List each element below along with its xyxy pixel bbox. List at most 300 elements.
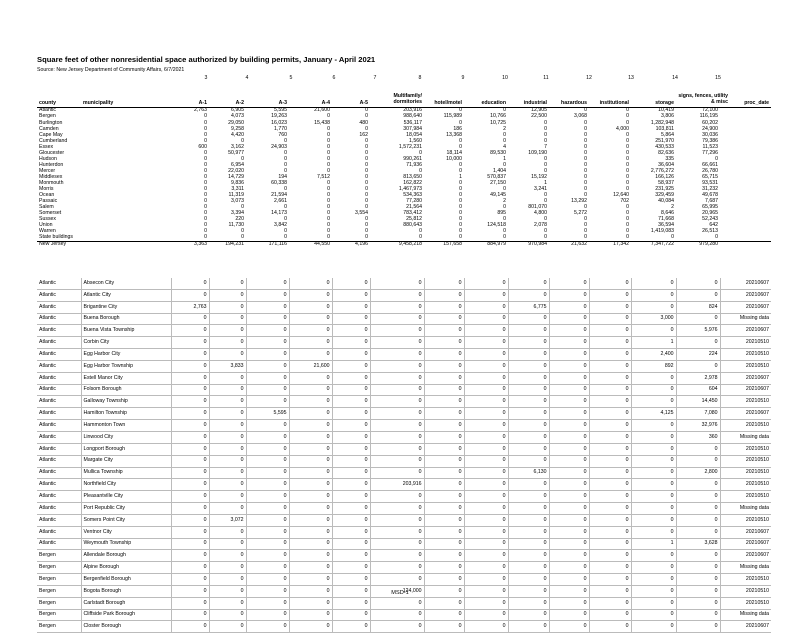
summary-value-cell: 15,438 <box>314 119 330 126</box>
value-cell: 0 <box>332 443 370 455</box>
summary-value-cell: 71,668 <box>658 216 674 223</box>
value-cell: 124,000 <box>370 585 424 597</box>
value-cell: 0 <box>171 562 209 574</box>
county-name: Burlington <box>39 119 63 126</box>
proc-date-cell: 20210607 <box>720 325 771 337</box>
value-cell: 0 <box>549 360 589 372</box>
value-cell: 2,800 <box>676 467 720 479</box>
value-cell: 0 <box>171 360 209 372</box>
value-cell: 0 <box>246 526 289 538</box>
value-cell: 0 <box>589 349 631 361</box>
summary-value-cell: 1,467,973 <box>398 186 422 193</box>
table-row <box>37 431 771 443</box>
summary-value-cell: 0 <box>459 192 462 199</box>
value-cell: 0 <box>464 574 508 586</box>
municipality-cell: Cliffside Park Borough <box>81 609 171 621</box>
value-cell: 0 <box>424 408 464 420</box>
value-cell: 0 <box>171 420 209 432</box>
value-cell: 0 <box>464 278 508 289</box>
summary-value-cell: 329,459 <box>655 192 674 199</box>
column-number: 11 <box>543 75 549 81</box>
value-cell: 3,000 <box>631 313 676 325</box>
value-cell: 0 <box>171 585 209 597</box>
value-cell: 0 <box>424 491 464 503</box>
summary-value-cell: 0 <box>544 167 547 174</box>
value-cell: 0 <box>464 360 508 372</box>
summary-value-cell: 3,241 <box>534 186 547 193</box>
value-cell: 0 <box>589 431 631 443</box>
value-cell: 0 <box>209 372 246 384</box>
summary-value-cell: 0 <box>584 143 587 150</box>
summary-value-cell: 0 <box>503 107 506 114</box>
value-cell: 0 <box>589 597 631 609</box>
value-cell: 0 <box>508 420 549 432</box>
value-cell: 0 <box>370 514 424 526</box>
summary-value-cell: 0 <box>204 119 207 126</box>
value-cell: 0 <box>246 455 289 467</box>
value-cell: 0 <box>209 621 246 633</box>
summary-value-cell: 93,531 <box>702 179 718 186</box>
summary-value-cell: 0 <box>459 167 462 174</box>
summary-value-cell: 49,145 <box>490 192 506 199</box>
value-cell: 0 <box>676 514 720 526</box>
value-cell: 0 <box>549 396 589 408</box>
summary-value-cell: 0 <box>459 234 462 241</box>
summary-value-cell: 0 <box>365 234 368 241</box>
value-cell: 0 <box>171 514 209 526</box>
column-number: 6 <box>332 75 336 81</box>
summary-value-cell: 0 <box>365 161 368 168</box>
summary-value-cell: 0 <box>327 234 330 241</box>
summary-value-cell: 0 <box>365 228 368 235</box>
county-cell: Bergen <box>37 585 81 597</box>
value-cell: 0 <box>289 337 332 349</box>
value-cell: 0 <box>589 289 631 301</box>
value-cell: 0 <box>246 503 289 515</box>
summary-value-cell: 0 <box>365 179 368 186</box>
municipality-cell: Closter Borough <box>81 621 171 633</box>
value-cell: 0 <box>589 325 631 337</box>
summary-value-cell: 4,000 <box>616 125 629 132</box>
proc-date-cell: Missing data <box>720 562 771 574</box>
summary-value-cell: 166,126 <box>655 173 674 180</box>
county-cell: Bergen <box>37 574 81 586</box>
summary-value-cell: 0 <box>626 167 629 174</box>
value-cell: 0 <box>464 562 508 574</box>
value-cell: 0 <box>508 384 549 396</box>
summary-value-cell: 0 <box>284 167 287 174</box>
proc-date-cell: 20210607 <box>720 384 771 396</box>
county-name: Hunterdon <box>39 161 64 168</box>
value-cell: 0 <box>289 420 332 432</box>
value-cell: 0 <box>549 289 589 301</box>
value-cell: 0 <box>549 455 589 467</box>
value-cell: 0 <box>289 538 332 550</box>
value-cell: 0 <box>631 431 676 443</box>
summary-value-cell: 220 <box>235 216 244 223</box>
summary-value-cell: 0 <box>365 137 368 144</box>
summary-value-cell: 0 <box>204 192 207 199</box>
summary-value-cell: 0 <box>204 204 207 211</box>
value-cell: 0 <box>370 372 424 384</box>
value-cell: 0 <box>424 349 464 361</box>
municipality-cell: Allendale Borough <box>81 550 171 562</box>
value-cell: 0 <box>332 467 370 479</box>
value-cell: 0 <box>370 289 424 301</box>
summary-value-cell: 36,604 <box>658 161 674 168</box>
value-cell: 0 <box>508 372 549 384</box>
proc-date-cell: 20210607 <box>720 408 771 420</box>
value-cell: 0 <box>332 337 370 349</box>
value-cell: 0 <box>209 597 246 609</box>
value-cell: 0 <box>464 420 508 432</box>
proc-date-cell: 20210510 <box>720 443 771 455</box>
value-cell: 0 <box>171 289 209 301</box>
summary-value-cell: 0 <box>365 216 368 223</box>
value-cell: 0 <box>209 420 246 432</box>
summary-value-cell: 82,636 <box>658 149 674 156</box>
header-a1: A-1 <box>198 99 207 106</box>
summary-value-cell: 0 <box>204 179 207 186</box>
summary-value-cell: 21,594 <box>271 192 287 199</box>
value-cell: 0 <box>246 420 289 432</box>
summary-value-cell: 0 <box>503 137 506 144</box>
value-cell: 0 <box>370 301 424 313</box>
value-cell: 0 <box>289 313 332 325</box>
value-cell: 0 <box>508 479 549 491</box>
summary-value-cell: 0 <box>626 186 629 193</box>
value-cell: 0 <box>289 526 332 538</box>
summary-value-cell: 0 <box>503 234 506 241</box>
header-hazardous: hazardous <box>561 99 587 106</box>
summary-value-cell: 702 <box>620 198 629 205</box>
summary-value-cell: 0 <box>544 155 547 162</box>
value-cell: 0 <box>171 538 209 550</box>
value-cell: 892 <box>631 360 676 372</box>
summary-value-cell: 10,000 <box>446 155 462 162</box>
summary-value-cell: 0 <box>459 137 462 144</box>
value-cell: 0 <box>508 609 549 621</box>
value-cell: 0 <box>332 431 370 443</box>
value-cell: 0 <box>171 278 209 289</box>
municipality-cell: Folsom Borough <box>81 384 171 396</box>
value-cell: 0 <box>464 479 508 491</box>
proc-date-cell: 20210510 <box>720 396 771 408</box>
summary-value-cell: 0 <box>365 149 368 156</box>
county-cell: Atlantic <box>37 278 81 289</box>
summary-value-cell: 22,020 <box>228 167 244 174</box>
value-cell: 21,600 <box>289 360 332 372</box>
value-cell: 0 <box>246 278 289 289</box>
summary-value-cell: 17,342 <box>589 242 631 249</box>
value-cell: 0 <box>631 514 676 526</box>
summary-value-cell: 31,232 <box>702 186 718 193</box>
summary-value-cell: 0 <box>204 173 207 180</box>
county-name: Monmouth <box>39 179 64 186</box>
summary-value-cell: 6,905 <box>231 107 244 114</box>
county-cell: Atlantic <box>37 349 81 361</box>
summary-value-cell: 3,394 <box>231 210 244 217</box>
proc-date-cell: 20210510 <box>720 491 771 503</box>
value-cell: 0 <box>589 337 631 349</box>
summary-value-cell: 0 <box>284 186 287 193</box>
source-note: Source: New Jersey Department of Community Affairs, 6/7/2021 <box>37 67 185 73</box>
value-cell: 0 <box>171 372 209 384</box>
value-cell: 0 <box>332 408 370 420</box>
value-cell: 0 <box>508 455 549 467</box>
table-row <box>37 360 771 372</box>
summary-value-cell: 0 <box>419 149 422 156</box>
value-cell: 3,628 <box>676 538 720 550</box>
value-cell: 2,978 <box>676 372 720 384</box>
summary-value-cell: 1 <box>459 173 462 180</box>
municipality-cell: Weymouth Township <box>81 538 171 550</box>
value-cell: 0 <box>370 455 424 467</box>
value-cell: 0 <box>631 526 676 538</box>
summary-value-cell: 0 <box>327 161 330 168</box>
value-cell: 0 <box>549 514 589 526</box>
summary-value-cell: 0 <box>459 204 462 211</box>
value-cell: 0 <box>464 491 508 503</box>
value-cell: 2,763 <box>171 301 209 313</box>
value-cell: 0 <box>289 372 332 384</box>
value-cell: 0 <box>289 467 332 479</box>
summary-value-cell: 14,729 <box>228 173 244 180</box>
value-cell: 0 <box>209 443 246 455</box>
summary-value-cell: 0 <box>241 155 244 162</box>
value-cell: 0 <box>589 491 631 503</box>
value-cell: 0 <box>209 337 246 349</box>
value-cell: 0 <box>508 289 549 301</box>
value-cell: 0 <box>171 349 209 361</box>
summary-value-cell: 0 <box>241 204 244 211</box>
summary-value-cell: 0 <box>327 125 330 132</box>
county-cell: Atlantic <box>37 384 81 396</box>
value-cell: 0 <box>424 325 464 337</box>
summary-value-cell: 0 <box>241 228 244 235</box>
value-cell: 0 <box>171 455 209 467</box>
value-cell: 0 <box>464 621 508 633</box>
value-cell: 0 <box>424 455 464 467</box>
summary-value-cell: 0 <box>284 234 287 241</box>
summary-value-cell: 0 <box>584 216 587 223</box>
summary-value-cell: 0 <box>584 173 587 180</box>
value-cell: 0 <box>289 503 332 515</box>
summary-value-cell: 13,292 <box>571 198 587 205</box>
value-cell: 0 <box>289 574 332 586</box>
table-row <box>37 609 771 621</box>
summary-value-cell: 6,954 <box>231 161 244 168</box>
county-name: Sussex <box>39 216 57 223</box>
municipality-cell: Somers Point City <box>81 514 171 526</box>
value-cell: 0 <box>549 313 589 325</box>
summary-value-cell: 5,864 <box>661 131 674 138</box>
summary-value-cell: 1 <box>544 179 547 186</box>
summary-value-cell: 0 <box>503 131 506 138</box>
summary-value-cell: 0 <box>626 107 629 114</box>
value-cell: 0 <box>549 349 589 361</box>
value-cell: 0 <box>289 491 332 503</box>
value-cell: 0 <box>332 455 370 467</box>
value-cell: 203,916 <box>370 479 424 491</box>
summary-value-cell: 49,678 <box>702 192 718 199</box>
summary-value-cell: 0 <box>204 216 207 223</box>
summary-value-cell: 0 <box>626 216 629 223</box>
column-number: 10 <box>502 75 508 81</box>
value-cell: 0 <box>332 372 370 384</box>
summary-value-cell: 0 <box>327 198 330 205</box>
county-name: Essex <box>39 143 54 150</box>
value-cell: 0 <box>246 313 289 325</box>
value-cell: 0 <box>424 609 464 621</box>
value-cell: 0 <box>549 585 589 597</box>
table-row <box>37 325 771 337</box>
summary-value-cell: 24,903 <box>271 143 287 150</box>
value-cell: 0 <box>332 384 370 396</box>
summary-value-cell: 1 <box>503 155 506 162</box>
value-cell: 0 <box>589 313 631 325</box>
summary-value-cell: 2,776,272 <box>650 167 674 174</box>
proc-date-cell: 20210607 <box>720 550 771 562</box>
value-cell: 0 <box>676 491 720 503</box>
column-number: 13 <box>628 75 634 81</box>
value-cell: 0 <box>289 621 332 633</box>
county-name: Cumberland <box>39 137 68 144</box>
summary-value-cell: 534,363 <box>403 192 422 199</box>
summary-value-cell: 0 <box>327 149 330 156</box>
county-cell: Atlantic <box>37 420 81 432</box>
summary-value-cell: 0 <box>584 204 587 211</box>
summary-value-cell: 12,640 <box>613 192 629 199</box>
value-cell: 7,080 <box>676 408 720 420</box>
summary-value-cell: 77,296 <box>702 149 718 156</box>
value-cell: 0 <box>209 550 246 562</box>
municipality-cell: Linwood City <box>81 431 171 443</box>
column-number: 3 <box>204 75 208 81</box>
value-cell: 0 <box>209 301 246 313</box>
municipality-cell: Hammonton Town <box>81 420 171 432</box>
proc-date-cell: 20210510 <box>720 360 771 372</box>
value-cell: 0 <box>332 325 370 337</box>
value-cell: 0 <box>289 455 332 467</box>
summary-value-cell: 231,925 <box>655 186 674 193</box>
summary-value-cell: 0 <box>284 149 287 156</box>
proc-date-cell: 20210607 <box>720 526 771 538</box>
header-municipality: municipality <box>83 99 114 106</box>
summary-value-cell: 24,900 <box>702 125 718 132</box>
summary-value-cell: 1,770 <box>274 125 287 132</box>
summary-value-cell: 65,995 <box>702 204 718 211</box>
value-cell: 0 <box>209 538 246 550</box>
summary-value-cell: 171,116 <box>246 242 289 249</box>
summary-value-cell: 0 <box>503 161 506 168</box>
summary-value-cell: 0 <box>626 210 629 217</box>
value-cell: 0 <box>209 313 246 325</box>
value-cell: 0 <box>246 349 289 361</box>
value-cell: 0 <box>370 420 424 432</box>
value-cell: 0 <box>631 325 676 337</box>
summary-value-cell: 1,282,948 <box>650 119 674 126</box>
summary-value-cell: 760 <box>278 131 287 138</box>
summary-value-cell: 13,368 <box>446 131 462 138</box>
summary-value-cell: 0 <box>459 119 462 126</box>
summary-value-cell: 2 <box>503 198 506 205</box>
municipality-table <box>37 278 771 633</box>
value-cell: 0 <box>549 384 589 396</box>
value-cell: 0 <box>332 538 370 550</box>
summary-value-cell: 29,050 <box>228 119 244 126</box>
county-name: Middlesex <box>39 173 63 180</box>
summary-value-cell: 0 <box>544 137 547 144</box>
summary-value-cell: 18,054 <box>406 131 422 138</box>
value-cell: 0 <box>246 597 289 609</box>
value-cell: 604 <box>676 384 720 396</box>
value-cell: 0 <box>549 278 589 289</box>
value-cell: 0 <box>508 431 549 443</box>
summary-value-cell: 0 <box>626 222 629 229</box>
proc-date-cell: 20210607 <box>720 621 771 633</box>
value-cell: 0 <box>424 550 464 562</box>
value-cell: 0 <box>171 443 209 455</box>
proc-date-cell: Missing data <box>720 609 771 621</box>
value-cell: 0 <box>289 278 332 289</box>
summary-value-cell: 66,661 <box>702 161 718 168</box>
county-name: Morris <box>39 186 54 193</box>
summary-value-cell: 0 <box>419 234 422 241</box>
summary-value-cell: 0 <box>327 186 330 193</box>
value-cell: 0 <box>508 574 549 586</box>
value-cell: 0 <box>289 408 332 420</box>
column-number: 7 <box>373 75 377 81</box>
table-row <box>37 562 771 574</box>
value-cell: 0 <box>464 455 508 467</box>
value-cell: 0 <box>464 301 508 313</box>
summary-value-cell: 58,937 <box>658 179 674 186</box>
value-cell: 0 <box>209 526 246 538</box>
summary-value-cell: 0 <box>626 234 629 241</box>
proc-date-cell: Missing data <box>720 313 771 325</box>
page-footer: MSD-1 <box>391 590 409 596</box>
summary-value-cell: 5,595 <box>274 107 287 114</box>
table-row <box>37 278 771 289</box>
table-row <box>37 514 771 526</box>
county-name: Salem <box>39 204 54 211</box>
value-cell: 0 <box>508 349 549 361</box>
summary-value-cell: 570,837 <box>487 173 506 180</box>
value-cell: 14,450 <box>676 396 720 408</box>
county-cell: Atlantic <box>37 337 81 349</box>
value-cell: 0 <box>370 597 424 609</box>
summary-value-cell: 60,202 <box>702 119 718 126</box>
header-multifamily <box>370 88 424 108</box>
summary-value-cell: 11,730 <box>228 222 244 229</box>
value-cell: 0 <box>246 514 289 526</box>
proc-date-cell: 20210510 <box>720 337 771 349</box>
value-cell: 0 <box>631 301 676 313</box>
summary-value-cell: 5,272 <box>574 210 587 217</box>
summary-value-cell: 0 <box>503 228 506 235</box>
value-cell: 0 <box>508 503 549 515</box>
summary-value-cell: 50,977 <box>228 149 244 156</box>
summary-value-cell: 162 <box>359 131 368 138</box>
value-cell: 0 <box>246 325 289 337</box>
summary-value-cell: 0 <box>626 155 629 162</box>
value-cell: 1 <box>631 337 676 349</box>
county-name: Ocean <box>39 192 55 199</box>
value-cell: 0 <box>370 396 424 408</box>
municipality-cell: Hamilton Township <box>81 408 171 420</box>
summary-value-cell: 0 <box>459 198 462 205</box>
